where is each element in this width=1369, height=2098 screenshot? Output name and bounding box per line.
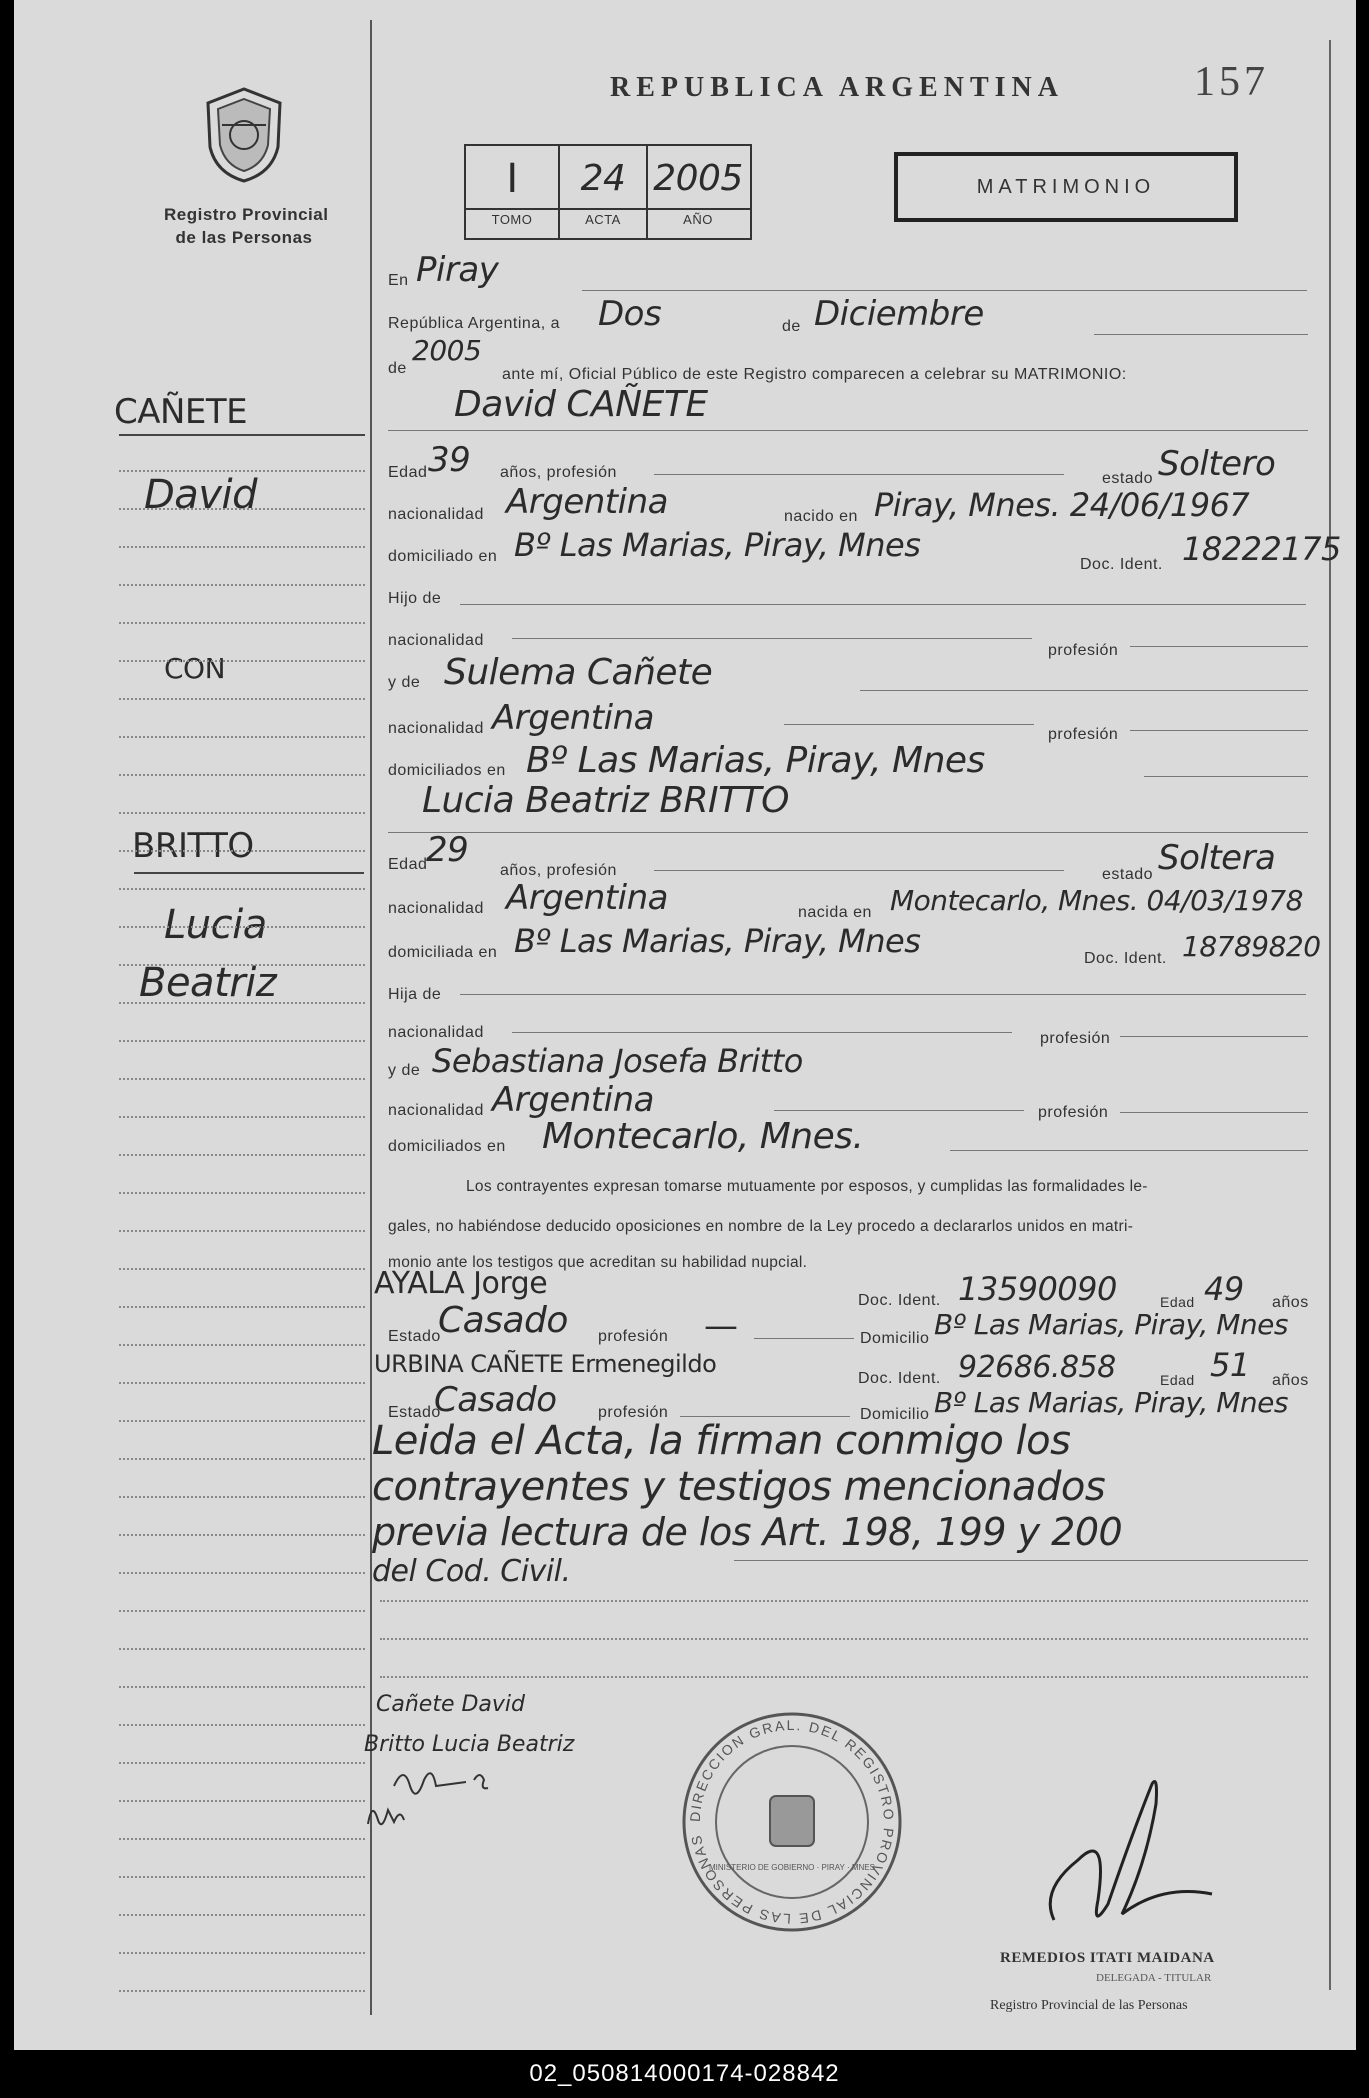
- margin-dotted-line: [119, 1952, 365, 1954]
- margin-dotted-line: [119, 1116, 365, 1118]
- bride-estado: Soltera: [1158, 838, 1276, 878]
- rule: [774, 1110, 1024, 1111]
- rule: [754, 1338, 854, 1339]
- en-label: En: [388, 272, 409, 289]
- margin-dotted-line: [119, 1382, 365, 1384]
- witness-1-domicilio-label: Domicilio: [860, 1330, 930, 1347]
- registry-name-line2: de las Personas: [175, 228, 313, 247]
- margin-dotted-line: [119, 470, 365, 472]
- page-number: 157: [1194, 59, 1269, 105]
- rule: [1130, 730, 1308, 731]
- groom-domiciliado-label: domiciliado en: [388, 548, 498, 565]
- groom-estado-label: estado: [1102, 470, 1154, 487]
- margin-dotted-line: [119, 1268, 365, 1270]
- rule: [784, 724, 1034, 725]
- province-emblem: [200, 85, 288, 185]
- margin-dotted-line: [119, 850, 365, 852]
- margin-dotted-line: [119, 1838, 365, 1840]
- bride-mother-profesion-label: profesión: [1038, 1104, 1109, 1121]
- groom-mother-profesion-label: profesión: [1048, 726, 1119, 743]
- witness-1-age: 49: [1204, 1270, 1244, 1308]
- margin-groom-surname: CAÑETE: [114, 392, 248, 432]
- country-heading: REPUBLICA ARGENTINA: [610, 72, 1064, 103]
- bride-signature: Britto Lucia Beatriz: [364, 1732, 575, 1757]
- margin-groom-name: David: [144, 472, 257, 518]
- seal-inner-text: MINISTERIO DE GOBIERNO · PIRAY · MNES: [709, 1863, 875, 1872]
- witness-2-address: Bº Las Marias, Piray, Mnes: [934, 1386, 1288, 1419]
- witness-1-anios-label: años: [1272, 1294, 1309, 1311]
- margin-dotted-line: [119, 1458, 365, 1460]
- certificate-page: [14, 0, 1356, 2050]
- rule: [950, 1150, 1308, 1151]
- rule: [680, 1416, 850, 1417]
- margin-dotted-line: [119, 1572, 365, 1574]
- margin-dotted-line: [119, 1496, 365, 1498]
- margin-dotted-line: [119, 964, 365, 966]
- witness-2-estado: Casado: [434, 1380, 557, 1420]
- margin-dotted-line: [119, 1040, 365, 1042]
- rule: [388, 832, 1308, 833]
- groom-estado: Soltero: [1158, 444, 1276, 484]
- margin-dotted-line: [119, 1990, 365, 1992]
- witness-1-doc: 13590090: [958, 1270, 1117, 1308]
- republic-label: República Argentina, a: [388, 315, 560, 332]
- witness-2-doc: 92686.858: [958, 1350, 1116, 1385]
- rule: [860, 690, 1308, 691]
- rule: [1120, 1036, 1308, 1037]
- official-seal: [680, 1710, 904, 1934]
- rule: [1144, 776, 1308, 777]
- groom-domiciliados-label: domiciliados en: [388, 762, 506, 779]
- groom-mother-nationality: Argentina: [492, 698, 654, 738]
- declaration-line3: monio ante los testigos que acreditan su habilidad nupcial.: [388, 1254, 808, 1271]
- witness-2-domicilio-label: Domicilio: [860, 1406, 930, 1423]
- seal-outer-text: DIRECCION GRAL. DEL REGISTRO PROVINCIAL DE LAS PERSONAS: [686, 1716, 898, 1928]
- witness-2-estado-label: Estado: [388, 1404, 441, 1421]
- witness-1-address: Bº Las Marias, Piray, Mnes: [934, 1308, 1288, 1341]
- groom-father-profesion-label: profesión: [1048, 642, 1119, 659]
- file-id-footer: 02_050814000174-028842: [0, 2050, 1369, 2098]
- groom-age: 39: [428, 440, 471, 480]
- anio-label: AÑO: [683, 212, 713, 227]
- margin-dotted-line: [119, 774, 365, 776]
- margin-dotted-line: [119, 1154, 365, 1156]
- groom-nacido-label: nacido en: [784, 508, 858, 525]
- year: 2005: [412, 334, 482, 367]
- margin-dotted-line: [119, 1648, 365, 1650]
- right-border: [1329, 40, 1331, 1990]
- margin-dotted-line: [119, 1610, 365, 1612]
- witness-2-profesion-label: profesión: [598, 1404, 669, 1421]
- witness-2-name: URBINA CAÑETE Ermenegildo: [374, 1350, 717, 1378]
- witness-1-estado: Casado: [438, 1300, 568, 1341]
- margin-bride-surname: BRITTO: [132, 826, 254, 866]
- bride-full-name: Lucia Beatriz BRITTO: [422, 780, 789, 821]
- declaration-line1: Los contrayentes expresan tomarse mutuamente por esposos, y cumplidas las formalidades le-: [466, 1178, 1148, 1195]
- margin-dotted-line: [119, 1306, 365, 1308]
- rule: [1094, 334, 1308, 335]
- margin-dotted-line: [119, 1686, 365, 1688]
- margin-dotted-line: [119, 1344, 365, 1346]
- groom-y-de-label: y de: [388, 674, 421, 691]
- margin-dotted-line: [119, 1230, 365, 1232]
- margin-dotted-line: [119, 584, 365, 586]
- bride-father-nacionalidad-label: nacionalidad: [388, 1024, 484, 1041]
- groom-nacionalidad-label: nacionalidad: [388, 506, 484, 523]
- document-type-label: MATRIMONIO: [976, 175, 1156, 198]
- witness-2-anios-label: años: [1272, 1372, 1309, 1389]
- official-registry: Registro Provincial de las Personas: [990, 1998, 1188, 2013]
- margin-dotted-line: [119, 926, 365, 928]
- margin-dotted-line: [119, 1724, 365, 1726]
- groom-anios-profesion-label: años, profesión: [500, 464, 617, 481]
- bride-doc: 18789820: [1182, 930, 1321, 963]
- groom-mother-nacionalidad-label: nacionalidad: [388, 720, 484, 737]
- bride-nacionalidad-label: nacionalidad: [388, 900, 484, 917]
- rule: [1120, 1112, 1308, 1113]
- margin-dotted-line: [119, 698, 365, 700]
- tomo-label: TOMO: [491, 212, 533, 227]
- margin-bride-name-line1: Lucia: [164, 902, 267, 948]
- bride-mother: Sebastiana Josefa Britto: [432, 1042, 803, 1080]
- bride-doc-label: Doc. Ident.: [1084, 950, 1167, 967]
- rule: [512, 1032, 1012, 1033]
- margin-bride-name-line2: Beatriz: [139, 960, 277, 1006]
- body-dotted-line: [380, 1600, 1308, 1602]
- bride-y-de-label: y de: [388, 1062, 421, 1079]
- de-label: de: [782, 318, 801, 335]
- de-label-2: de: [388, 360, 407, 377]
- margin-dotted-line: [119, 812, 365, 814]
- rule: [1130, 646, 1308, 647]
- margin-dotted-line: [119, 1762, 365, 1764]
- bride-mother-nacionalidad-label: nacionalidad: [388, 1102, 484, 1119]
- place: Piray: [416, 250, 499, 290]
- month: Diciembre: [814, 294, 984, 334]
- rule: [582, 290, 1307, 291]
- rule: [460, 994, 1306, 995]
- groom-nationality: Argentina: [506, 482, 668, 522]
- groom-birth: Piray, Mnes. 24/06/1967: [874, 486, 1250, 524]
- groom-father-nacionalidad-label: nacionalidad: [388, 632, 484, 649]
- official-signature: [1014, 1760, 1234, 1940]
- rule: [388, 430, 1308, 431]
- closing-line1: Leida el Acta, la firman conmigo los: [372, 1418, 1071, 1464]
- bride-edad-label: Edad: [388, 856, 428, 873]
- record-divider-h: [466, 208, 750, 210]
- witness-1-profesion: —: [704, 1306, 738, 1346]
- margin-dotted-line: [119, 1800, 365, 1802]
- margin-dotted-line: [119, 1078, 365, 1080]
- bride-hija-label: Hija de: [388, 986, 442, 1003]
- anio-value: 2005: [653, 158, 743, 199]
- bride-domiciliada-label: domiciliada en: [388, 944, 498, 961]
- margin-dotted-line: [119, 622, 365, 624]
- margin-dotted-line: [119, 736, 365, 738]
- acta-label: ACTA: [585, 212, 621, 227]
- closing-line4: del Cod. Civil.: [372, 1554, 571, 1589]
- groom-full-name: David CAÑETE: [454, 384, 708, 425]
- record-box: [464, 144, 752, 240]
- margin-divider: [370, 20, 372, 2015]
- witness-2-edad-label: Edad: [1160, 1372, 1195, 1388]
- witness-1-estado-label: Estado: [388, 1328, 441, 1345]
- margin-dotted-line: [119, 1002, 365, 1004]
- margin-dotted-line: [119, 1420, 365, 1422]
- tomo-value: I: [506, 156, 518, 202]
- bride-father-profesion-label: profesión: [1040, 1030, 1111, 1047]
- bride-domiciliados-label: domiciliados en: [388, 1138, 506, 1155]
- witness-2-age: 51: [1210, 1346, 1250, 1384]
- witness-1-profesion-label: profesión: [598, 1328, 669, 1345]
- acta-value: 24: [580, 158, 626, 199]
- margin-dotted-line: [119, 1876, 365, 1878]
- margin-dotted-line: [119, 1192, 365, 1194]
- document-type-box: [894, 152, 1238, 222]
- bride-age: 29: [426, 830, 469, 870]
- rule: [654, 870, 1064, 871]
- bride-nationality: Argentina: [506, 878, 668, 918]
- groom-mother: Sulema Cañete: [444, 652, 713, 693]
- groom-hijo-label: Hijo de: [388, 590, 442, 607]
- witness-1-name: AYALA Jorge: [374, 1266, 548, 1301]
- registry-name-line1: Registro Provincial: [164, 205, 329, 224]
- groom-parents-address: Bº Las Marias, Piray, Mnes: [526, 740, 985, 781]
- bride-parents-address: Montecarlo, Mnes.: [542, 1116, 864, 1157]
- margin-dotted-line: [119, 508, 365, 510]
- margin-dotted-line: [119, 1914, 365, 1916]
- rule: [460, 604, 1306, 605]
- groom-doc-label: Doc. Ident.: [1080, 556, 1163, 573]
- witness-scribble-signatures: [354, 1758, 554, 1838]
- rule: [654, 474, 1064, 475]
- bride-birth: Montecarlo, Mnes. 04/03/1978: [890, 884, 1303, 917]
- witness-1-edad-label: Edad: [1160, 1294, 1195, 1310]
- groom-edad-label: Edad: [388, 464, 428, 481]
- bride-nacida-label: nacida en: [798, 904, 872, 921]
- witness-1-doc-label: Doc. Ident.: [858, 1292, 941, 1309]
- bride-mother-nationality: Argentina: [492, 1080, 654, 1120]
- closing-line3: previa lectura de los Art. 198, 199 y 200: [372, 1510, 1123, 1554]
- bride-address: Bº Las Marias, Piray, Mnes: [514, 922, 921, 960]
- bride-estado-label: estado: [1102, 866, 1154, 883]
- rule: [512, 638, 1032, 639]
- day: Dos: [598, 294, 662, 334]
- witness-2-doc-label: Doc. Ident.: [858, 1370, 941, 1387]
- groom-signature: Cañete David: [376, 1692, 525, 1717]
- declaration-line2: gales, no habiéndose deducido oposiciones en nombre de la Ley procedo a declararlos unidos en matri-: [388, 1218, 1134, 1235]
- body-dotted-line: [380, 1676, 1308, 1678]
- margin-rule: [134, 872, 364, 874]
- margin-rule: [119, 434, 365, 436]
- official-title: DELEGADA - TITULAR: [1096, 1972, 1212, 1984]
- groom-address: Bº Las Marias, Piray, Mnes: [514, 526, 921, 564]
- body-dotted-line: [380, 1638, 1308, 1640]
- margin-dotted-line: [119, 1534, 365, 1536]
- margin-dotted-line: [119, 660, 365, 662]
- margin-dotted-line: [119, 546, 365, 548]
- rule: [734, 1560, 1308, 1561]
- margin-dotted-line: [119, 888, 365, 890]
- groom-doc: 18222175: [1182, 530, 1341, 568]
- bride-anios-profesion-label: años, profesión: [500, 862, 617, 879]
- statement: ante mí, Oficial Público de este Registro comparecen a celebrar su MATRIMONIO:: [502, 366, 1127, 383]
- official-name: REMEDIOS ITATI MAIDANA: [1000, 1950, 1215, 1966]
- margin-connector: CON: [164, 652, 226, 685]
- closing-line2: contrayentes y testigos mencionados: [372, 1464, 1106, 1510]
